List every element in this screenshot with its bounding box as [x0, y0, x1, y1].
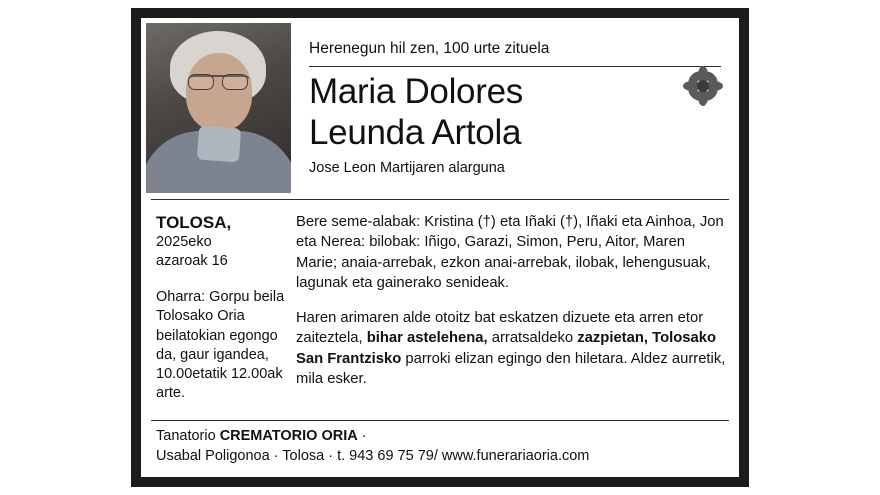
- footer-line2: Usabal Poligonoa · Tolosa · t. 943 69 75 79/ www.funerariaoria.com: [156, 448, 590, 465]
- footer-line1: [156, 426, 729, 447]
- funeral-text-bold1: bihar astelehena,: [366, 330, 488, 347]
- portrait-lens-left: [188, 74, 214, 90]
- funeral-paragraph: [296, 308, 729, 389]
- kicker-text: Herenegun hil zen, 100 urte zituela: [309, 40, 550, 57]
- portrait-photo: [146, 23, 291, 193]
- deceased-name-line1: Maria Dolores: [309, 71, 523, 111]
- header-text: [291, 18, 739, 199]
- date-line1: 2025eko: [156, 234, 212, 251]
- notice-body: [141, 200, 739, 404]
- funeral-home-footer: [156, 426, 729, 467]
- footer-divider: [151, 420, 729, 421]
- footer-prefix: Tanatorio: [156, 427, 220, 444]
- funeral-text-part1: Haren arimaren alde otoitz bat eskatzen dizuete eta arren etor zaiteztela,: [296, 310, 704, 347]
- footer-suffix: ·: [357, 427, 367, 444]
- funeral-text-bold2: zazpietan,: [577, 330, 648, 347]
- footer-company-name: CREMATORIO ORIA: [219, 427, 358, 444]
- notice-header: [141, 18, 739, 199]
- header-divider: [309, 66, 721, 67]
- family-paragraph: Bere seme-alabak: Kristina (†) eta Iñaki (†), Iñaki eta Ainhoa, Jon eta Nerea: bilobak: Iñigo, Garazi, Simon, Peru, Aitor, Maren Marie; anaia-arrebak, ezkon anai-arrebak, ilobak, lehengusuak, lagunak eta gainerako senideak.: [296, 214, 724, 291]
- portrait-face: [186, 53, 252, 131]
- funeral-text-part2: arratsaldeko: [487, 330, 578, 347]
- obituary-notice: [141, 18, 739, 477]
- wake-note-text: Oharra: Gorpu beila Tolosako Oria beilatokian egongo da, gaur igandea, 10.00etatik 12.00ak arte.: [156, 288, 285, 402]
- left-column: [151, 212, 288, 404]
- right-column: [288, 212, 729, 404]
- deceased-name-line2: Leunda Artola: [309, 113, 522, 153]
- funeral-text-part4: parroki elizan egingo den hiletara. Aldez aurretik, mila esker.: [296, 350, 726, 387]
- portrait-collar: [197, 126, 241, 163]
- date-line2: azaroak 16: [156, 253, 228, 270]
- funeral-text-bold3: Tolosako San Frantzisko: [296, 330, 716, 367]
- portrait-lens-right: [222, 74, 248, 90]
- place-text: TOLOSA,: [156, 213, 232, 232]
- obituary-notice-frame: [131, 8, 749, 487]
- flower-icon: [679, 64, 727, 112]
- spouse-relation-text: Jose Leon Martijaren alarguna: [309, 160, 505, 177]
